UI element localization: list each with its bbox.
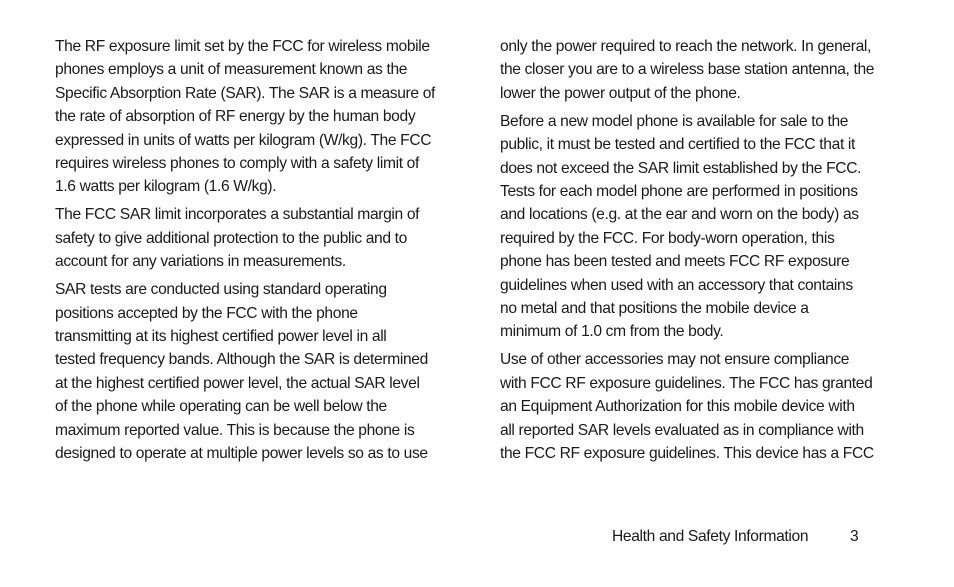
text-line: phone has been tested and meets FCC RF exposure [500, 253, 850, 271]
text-line: of the phone while operating can be well below the [55, 398, 387, 416]
body-paragraph [55, 278, 455, 465]
text-line: with FCC RF exposure guidelines. The FCC has granted [500, 374, 873, 392]
text-line: requires wireless phones to comply with a safety limit of [55, 155, 419, 173]
text-line: positions accepted by the FCC with the phone [55, 304, 358, 322]
text-line: The RF exposure limit set by the FCC for wireless mobile [55, 38, 430, 55]
text-line: Tests for each model phone are performed in positions [500, 183, 858, 201]
text-line: transmitting at its highest certified power level in all [55, 328, 387, 346]
text-line: SAR tests are conducted using standard operating [55, 281, 387, 299]
text-line: Specific Absorption Rate (SAR). The SAR is a measure of [55, 84, 436, 102]
body-paragraph [500, 35, 900, 105]
text-line: 1.6 watts per kilogram (1.6 W/kg). [55, 178, 277, 196]
right-text-column [500, 35, 900, 470]
text-line: Before a new model phone is available for sale to the [500, 112, 849, 130]
text-line: and locations (e.g. at the ear and worn on the body) as [500, 206, 859, 224]
body-paragraph [55, 203, 455, 273]
text-line: required by the FCC. For body-worn operation, this [500, 229, 835, 247]
text-line: an Equipment Authorization for this mobile device with [500, 398, 855, 416]
text-line: the closer you are to a wireless base station antenna, the [500, 61, 875, 79]
text-line: at the highest certified power level, the actual SAR level [55, 374, 420, 392]
text-line: Use of other accessories may not ensure compliance [500, 351, 850, 369]
page-footer [612, 526, 859, 548]
text-line: The FCC SAR limit incorporates a substantial margin of [55, 206, 420, 224]
text-line: guidelines when used with an accessory that contains [500, 276, 853, 294]
left-text-column [55, 35, 455, 470]
footer-page-number: 3 [850, 528, 859, 545]
body-paragraph [55, 35, 455, 199]
text-line: does not exceed the SAR limit established by the FCC. [500, 159, 862, 177]
footer-section-title: Health and Safety Information [612, 528, 809, 545]
text-line: the rate of absorption of RF energy by the human body [55, 108, 416, 126]
text-line: tested frequency bands. Although the SAR is determined [55, 351, 428, 369]
text-line: public, it must be tested and certified to the FCC that it [500, 136, 856, 154]
body-paragraph [500, 348, 900, 465]
text-line: designed to operate at multiple power levels so as to use [55, 445, 428, 463]
text-line: phones employs a unit of measurement known as the [55, 61, 408, 79]
text-line: maximum reported value. This is because the phone is [55, 421, 415, 439]
text-line: minimum of 1.0 cm from the body. [500, 323, 724, 341]
text-line: account for any variations in measurements. [55, 253, 346, 271]
text-line: safety to give additional protection to the public and to [55, 229, 407, 247]
text-line: only the power required to reach the network. In general, [500, 38, 871, 55]
text-line: lower the power output of the phone. [500, 84, 741, 102]
text-line: all reported SAR levels evaluated as in compliance with [500, 421, 864, 439]
body-paragraph [500, 110, 900, 344]
text-line: no metal and that positions the mobile device a [500, 300, 809, 318]
text-line: expressed in units of watts per kilogram (W/kg). The FCC [55, 131, 432, 149]
text-line: the FCC RF exposure guidelines. This device has a FCC [500, 445, 874, 463]
